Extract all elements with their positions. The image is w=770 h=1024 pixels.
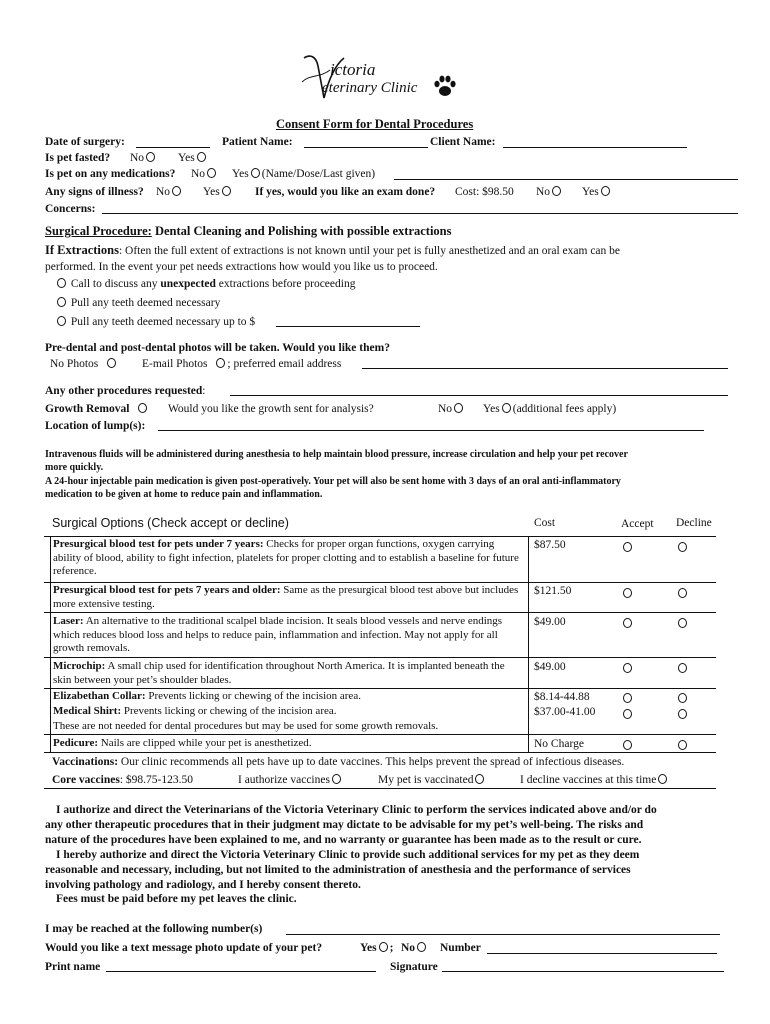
option-accept-radio[interactable] [623, 618, 632, 628]
option-desc: Prevents licking or chewing of the incision area. [121, 705, 337, 717]
growth-yes-label: Yes [483, 403, 500, 415]
print-name-label: Print name [45, 961, 101, 973]
clinic-logo [300, 52, 460, 104]
iv-notice-2: more quickly. [45, 462, 104, 473]
date-field[interactable] [136, 147, 210, 148]
email-tail: ; preferred email address [227, 358, 342, 370]
table-header-decline: Decline [676, 517, 712, 529]
option-cost: $121.50 [534, 585, 572, 597]
table-row [53, 660, 525, 687]
exam-no[interactable] [536, 185, 563, 199]
procedure-heading-rest: Dental Cleaning and Polishing with possible extractions [151, 224, 452, 238]
exam-yes[interactable] [582, 185, 612, 199]
email-photos-radio[interactable] [216, 358, 225, 368]
auth-line-7: Fees must be paid before my pet leaves the clinic. [56, 893, 297, 905]
option-pull-limit-radio[interactable] [57, 316, 66, 326]
procedure-heading [45, 224, 452, 239]
other-procedures-line [45, 384, 205, 398]
option-accept-radio[interactable] [623, 693, 632, 703]
table-rule [44, 536, 716, 537]
row-rule [44, 582, 716, 583]
reach-label: I may be reached at the following number(s) [45, 923, 263, 935]
patient-field[interactable] [304, 147, 428, 148]
option-accept-radio[interactable] [623, 542, 632, 552]
decline-vaccines-radio[interactable] [658, 774, 667, 784]
extraction-option-pull-limit[interactable] [55, 315, 255, 329]
growth-label: Growth Removal [45, 403, 130, 415]
auth-line-3: nature of the procedures have been explained to me, and no warranty or guarantee has been made as to the result or cure. [45, 834, 642, 846]
row-rule [44, 612, 716, 613]
fasted-yes-radio[interactable] [197, 152, 206, 162]
option-desc: Same as the presurgical blood test above but includes more extensive testing. [53, 584, 519, 610]
core-vaccines-line [52, 773, 193, 787]
table-row-note [53, 720, 525, 734]
meds-no-label: No [191, 168, 206, 180]
form-title: Consent Form for Dental Procedures [276, 117, 474, 131]
photos-no[interactable] [50, 357, 118, 371]
growth-question: Would you like the growth sent for analysis? [168, 403, 374, 415]
illness-label: Any signs of illness? [45, 186, 144, 198]
text-update-label: Would you like a text message photo update of your pet? [45, 942, 323, 954]
option-name: Laser: [53, 615, 84, 627]
auth-line-2: any other therapeutic procedures that in their judgment may dictate to be advisable for my pet’s well-being. The risks and [45, 819, 644, 831]
table-left-border [50, 536, 51, 752]
logo-line1: ictoria [330, 60, 376, 79]
extractions-text: : Often the full extent of extractions is not known until your pet is fully anesthetized and an oral exam can be [118, 245, 621, 257]
vaccinations-line [52, 755, 624, 769]
meds-label: Is pet on any medications? [45, 168, 176, 180]
illness-yes-label: Yes [203, 186, 220, 198]
option-desc: Prevents licking or chewing of the incision area. [145, 690, 361, 702]
growth-radio[interactable] [138, 403, 147, 413]
exam-no-label: No [536, 186, 551, 198]
option-pull-limit-label: Pull any teeth deemed necessary up to $ [70, 316, 256, 328]
meds-no[interactable] [191, 167, 218, 181]
option-call-radio[interactable] [57, 278, 66, 288]
extractions-text2: performed. In the event your pet needs extractions how would you like us to proceed. [45, 261, 438, 273]
text-update-no[interactable] [401, 941, 428, 955]
option-cost: $37.00-41.00 [534, 706, 596, 718]
auth-line-5: reasonable and necessary, including, but not limited to the administration of anesthesia and the performance of services [45, 864, 631, 876]
extraction-option-pull[interactable] [55, 296, 220, 310]
procedure-heading-label: Surgical Procedure: [45, 224, 152, 238]
fasted-yes-label: Yes [178, 152, 195, 164]
growth-line [45, 402, 149, 416]
other-procedures-field[interactable] [230, 395, 728, 396]
authorize-vaccines-radio[interactable] [332, 774, 341, 784]
extraction-option-call[interactable] [55, 277, 355, 291]
text-yes-radio[interactable] [379, 942, 388, 952]
photos-email[interactable] [142, 357, 341, 371]
option-note: These are not needed for dental procedures but may be used for some growth removals. [53, 720, 439, 732]
option-pull-label: Pull any teeth deemed necessary [70, 297, 221, 309]
fasted-no-label: No [130, 152, 145, 164]
row-rule [44, 734, 716, 735]
table-row [53, 584, 525, 611]
option-accept-radio[interactable] [623, 663, 632, 673]
photos-question: Pre-dental and post-dental photos will be taken. Would you like them? [45, 342, 390, 354]
vaccinations-text: Our clinic recommends all pets have up to date vaccines. This helps prevent the spread of infectious diseases. [118, 756, 625, 768]
meds-yes-label: Yes [232, 168, 249, 180]
option-decline-radio[interactable] [678, 588, 687, 598]
illness-no[interactable] [156, 185, 183, 199]
growth-yes-radio[interactable] [502, 403, 511, 413]
option-decline-radio[interactable] [678, 709, 687, 719]
option-cost: $87.50 [534, 539, 566, 551]
option-cost: No Charge [534, 738, 584, 750]
exam-label: If yes, would you like an exam done? [255, 186, 436, 198]
signature-field[interactable] [442, 971, 724, 972]
exam-no-radio[interactable] [552, 186, 561, 196]
other-procedures-label: Any other procedures requested [45, 385, 203, 397]
fasted-no-radio[interactable] [146, 152, 155, 162]
option-decline-radio[interactable] [678, 542, 687, 552]
option-decline-radio[interactable] [678, 693, 687, 703]
pain-notice-2: medication to be given at home to reduce pain and inflammation. [45, 489, 323, 500]
fasted-yes[interactable] [178, 151, 208, 165]
pet-vaccinated[interactable] [378, 773, 486, 787]
text-no-radio[interactable] [417, 942, 426, 952]
no-photos-radio[interactable] [107, 358, 116, 368]
table-cost-border [528, 536, 529, 752]
table-row [53, 615, 525, 656]
option-decline-radio[interactable] [678, 663, 687, 673]
option-decline-radio[interactable] [678, 740, 687, 750]
client-label: Client Name: [430, 136, 496, 148]
option-call-post: extractions before proceeding [215, 278, 356, 290]
table-bottom-rule [44, 788, 716, 789]
client-field[interactable] [503, 147, 687, 148]
location-field[interactable] [158, 430, 704, 431]
auth-line-6: involving pathology and radiology, and I hereby consent thereto. [45, 879, 361, 891]
text-yes-label: Yes [360, 942, 377, 954]
pain-notice-1: A 24-hour injectable pain medication is given post-operatively. Your pet will also be sent home with 3 days of an oral anti-inflammatory [45, 476, 621, 487]
pet-vaccinated-label: My pet is vaccinated [378, 774, 474, 786]
option-name: Medical Shirt: [53, 705, 122, 717]
pull-limit-amount-field[interactable] [276, 326, 420, 327]
core-vaccines-cost: : $98.75-123.50 [119, 774, 193, 786]
exam-cost: Cost: $98.50 [455, 186, 514, 198]
option-name: Microchip: [53, 660, 106, 672]
authorize-vaccines[interactable] [238, 773, 343, 787]
illness-no-radio[interactable] [172, 186, 181, 196]
option-name: Pedicure: [53, 737, 99, 749]
option-cost: $49.00 [534, 616, 566, 628]
number-label: Number [440, 942, 481, 954]
option-name: Elizabethan Collar: [53, 690, 146, 702]
pet-vaccinated-radio[interactable] [475, 774, 484, 784]
extractions-label: If Extractions [45, 243, 119, 257]
option-desc: A small chip used for identification throughout North America. It is implanted beneath the skin between your pet’s shoulder blades. [53, 660, 505, 686]
exam-yes-label: Yes [582, 186, 599, 198]
option-call-pre: Call to discuss any [70, 278, 161, 290]
illness-yes-radio[interactable] [222, 186, 231, 196]
extractions-line [45, 243, 620, 258]
text-update-yes[interactable]: Yes ; [360, 942, 394, 954]
logo-line2: eterinary Clinic [322, 80, 418, 96]
meds-yes-radio[interactable] [251, 168, 260, 178]
option-accept-radio[interactable] [623, 709, 632, 719]
table-header-accept: Accept [621, 518, 654, 530]
concerns-label: Concerns: [45, 203, 96, 215]
row-rule [44, 752, 716, 753]
illness-yes[interactable] [203, 185, 233, 199]
growth-no-label: No [438, 403, 453, 415]
core-vaccines-label: Core vaccines [52, 774, 120, 786]
meds-field[interactable] [394, 179, 738, 180]
decline-vaccines-label: I decline vaccines at this time [520, 774, 657, 786]
patient-label: Patient Name: [222, 136, 293, 148]
other-procedures-colon: : [202, 385, 206, 397]
option-call-bold: unexpected [160, 278, 216, 290]
option-name: Presurgical blood test for pets 7 years and older: [53, 584, 281, 596]
growth-fees: (additional fees apply) [512, 403, 617, 415]
table-row [53, 737, 525, 751]
row-rule [44, 657, 716, 658]
option-desc: Checks for proper organ functions, oxygen carrying ability of blood, ability to fight infection, platelets for proper clotting and to establish a baseline for future reference. [53, 538, 519, 577]
decline-vaccines[interactable] [520, 773, 669, 787]
option-cost: $8.14-44.88 [534, 691, 590, 703]
location-label: Location of lump(s): [45, 420, 146, 432]
email-address-field[interactable] [362, 368, 728, 369]
iv-notice-1: Intravenous fluids will be administered during anesthesia to help maintain blood pressure, increase circulation and help your pet recover [45, 449, 628, 460]
exam-yes-radio[interactable] [601, 186, 610, 196]
option-pull-radio[interactable] [57, 297, 66, 307]
meds-yes[interactable] [232, 167, 375, 181]
growth-no-radio[interactable] [454, 403, 463, 413]
option-accept-radio[interactable] [623, 588, 632, 598]
fasted-no[interactable] [130, 151, 157, 165]
illness-no-label: No [156, 186, 171, 198]
number-field[interactable] [487, 953, 717, 954]
growth-no[interactable] [438, 402, 465, 416]
email-photos-label: E-mail Photos [142, 358, 208, 370]
growth-yes[interactable] [483, 402, 616, 416]
auth-line-1: I authorize and direct the Veterinarians of the Victoria Veterinary Clinic to perform the services indicated above and/or do [56, 804, 657, 816]
text-no-label: No [401, 942, 416, 954]
table-row [53, 705, 525, 719]
row-rule [44, 688, 716, 689]
option-cost: $49.00 [534, 661, 566, 673]
table-header-cost: Cost [534, 517, 556, 529]
date-label: Date of surgery: [45, 136, 125, 148]
meds-no-radio[interactable] [207, 168, 216, 178]
print-name-field[interactable] [106, 971, 376, 972]
reach-number-field[interactable] [286, 934, 720, 935]
option-desc: Nails are clipped while your pet is anesthetized. [98, 737, 312, 749]
authorize-vaccines-label: I authorize vaccines [238, 774, 330, 786]
fasted-label: Is pet fasted? [45, 152, 111, 164]
concerns-field[interactable] [102, 213, 738, 214]
table-row [53, 538, 525, 579]
table-row [53, 690, 525, 704]
option-decline-radio[interactable] [678, 618, 687, 628]
option-name: Presurgical blood test for pets under 7 years: [53, 538, 264, 550]
vaccinations-label: Vaccinations: [52, 756, 119, 768]
auth-line-4: I hereby authorize and direct the Victoria Veterinary Clinic to provide such additional services for my pet as they deem [56, 849, 640, 861]
no-photos-label: No Photos [50, 358, 99, 370]
signature-label: Signature [390, 961, 438, 973]
meds-detail: (Name/Dose/Last given) [261, 168, 376, 180]
table-header-option: Surgical Options (Check accept or decline) [52, 516, 289, 530]
option-accept-radio[interactable] [623, 740, 632, 750]
paw-icon [432, 74, 458, 98]
option-desc: An alternative to the traditional scalpel blade incision. It seals blood vessels and nerve endings which reduces blood loss and helps to reduce pain, inflammation and infection. May not apply for all growth removals. [53, 615, 503, 654]
